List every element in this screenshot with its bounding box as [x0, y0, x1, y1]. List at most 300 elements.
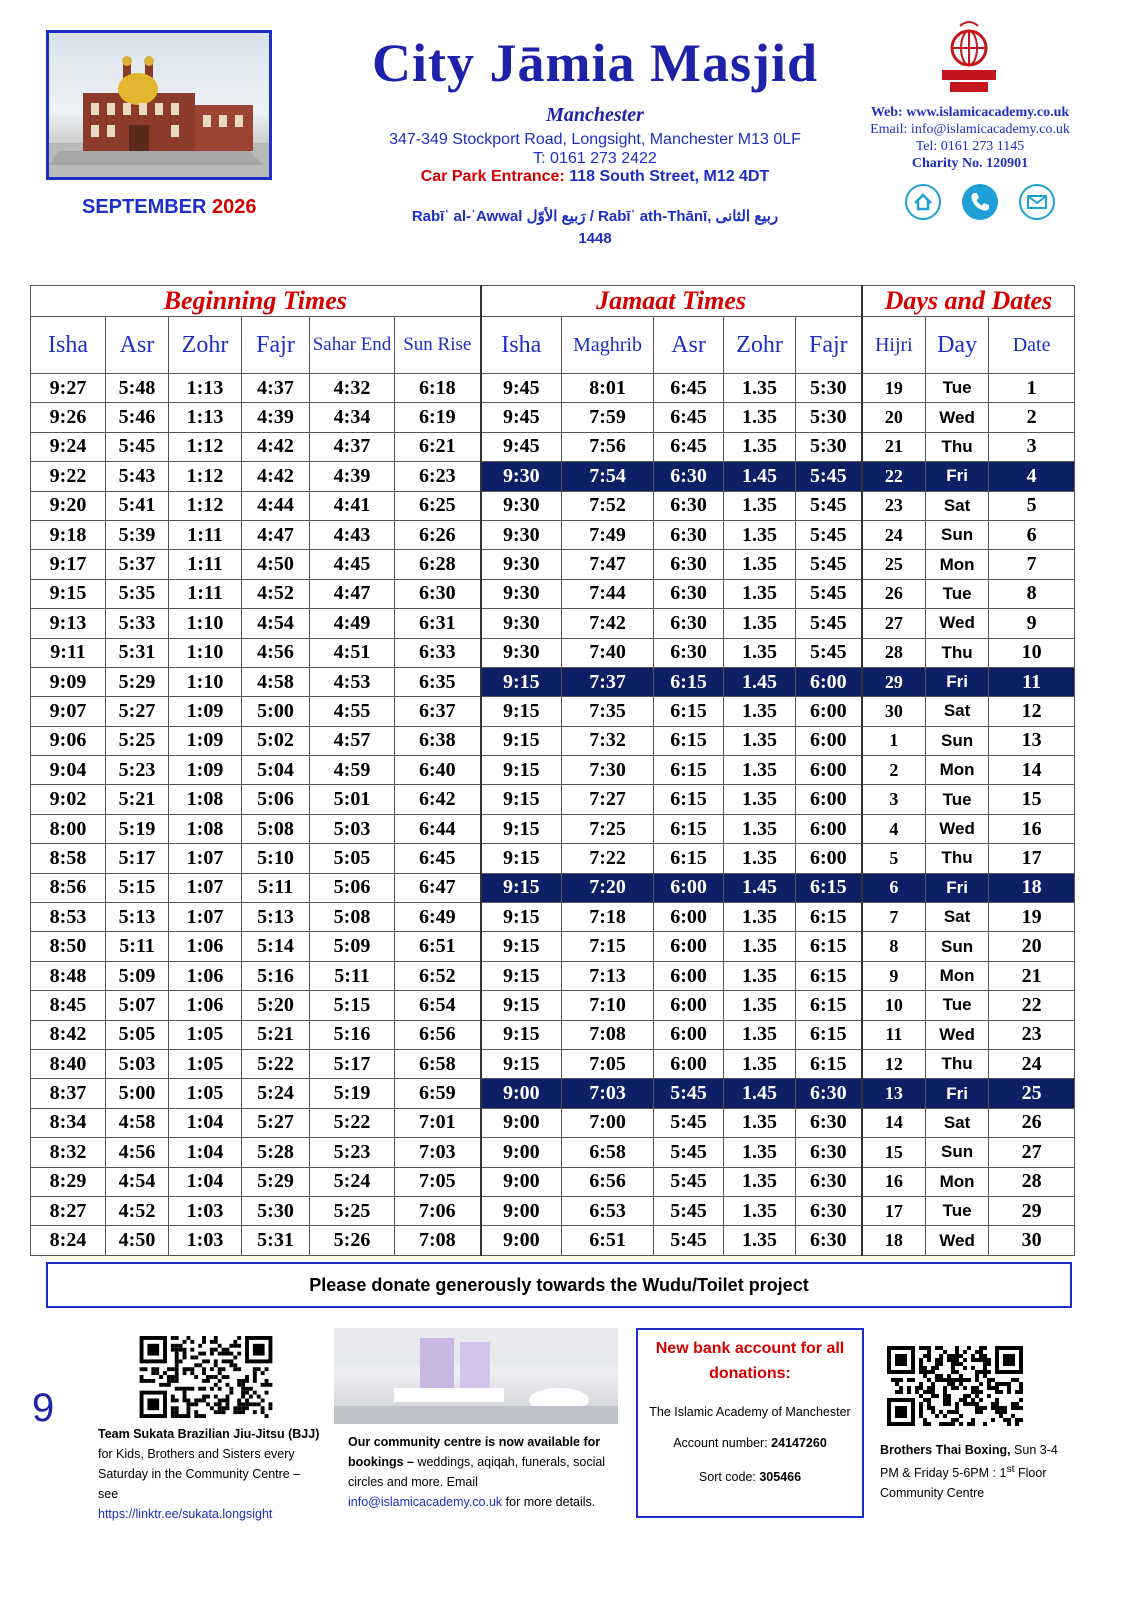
table-cell: 5:30	[796, 374, 862, 403]
table-cell: 4:52	[242, 579, 310, 608]
table-cell: 4:47	[310, 579, 395, 608]
table-cell: 5:13	[106, 903, 169, 932]
table-cell: Sat	[926, 697, 989, 726]
phone-line: T: 0161 273 2422	[533, 150, 657, 167]
table-cell: Thu	[926, 638, 989, 667]
charity-line: Charity No. 120901	[911, 156, 1029, 171]
col-header: Sun Rise	[395, 317, 481, 374]
bank-account-name: The Islamic Academy of Manchester	[649, 1405, 851, 1419]
table-row	[31, 1196, 1075, 1225]
col-header: Zohr	[169, 317, 242, 374]
bjj-title: Team Sukata Brazilian Jiu-Jitsu (BJJ)	[98, 1427, 320, 1441]
table-row	[31, 579, 1075, 608]
table-cell: 6:59	[395, 1079, 481, 1108]
table-cell: 1:05	[169, 1049, 242, 1078]
month-label: SEPTEMBER	[82, 196, 207, 218]
table-cell: 7:13	[562, 961, 654, 990]
table-cell: 1:03	[169, 1226, 242, 1255]
table-cell: 7:42	[562, 609, 654, 638]
table-cell: 6:15	[654, 785, 724, 814]
table-cell: 4:56	[242, 638, 310, 667]
col-header: Fajr	[242, 317, 310, 374]
web-line: Web: www.islamicacademy.co.uk	[870, 105, 1070, 120]
table-cell: 5:24	[310, 1167, 395, 1196]
table-cell: 7:03	[562, 1079, 654, 1108]
thai-title: Brothers Thai Boxing,	[880, 1443, 1011, 1457]
table-cell: 9:00	[481, 1196, 562, 1225]
table-cell: 7:20	[562, 873, 654, 902]
table-row	[31, 1049, 1075, 1078]
table-cell: 19	[989, 903, 1075, 932]
table-cell: 9:15	[481, 844, 562, 873]
table-cell: 5:10	[242, 844, 310, 873]
table-cell: 8:45	[31, 991, 106, 1020]
table-cell: 5:45	[796, 609, 862, 638]
table-cell: 5:08	[242, 814, 310, 843]
table-cell: 6:58	[562, 1138, 654, 1167]
table-cell: 1:07	[169, 873, 242, 902]
table-cell: 24	[989, 1049, 1075, 1078]
table-cell: 9:09	[31, 667, 106, 696]
table-cell: 9:45	[481, 374, 562, 403]
table-row	[31, 1108, 1075, 1137]
table-cell: 4:39	[242, 403, 310, 432]
table-cell: 9:15	[481, 667, 562, 696]
table-cell: 1.35	[724, 814, 796, 843]
table-cell: 14	[862, 1108, 926, 1137]
table-cell: Fri	[926, 1079, 989, 1108]
table-cell: 5:31	[106, 638, 169, 667]
table-cell: 5:45	[654, 1079, 724, 1108]
table-cell: 16	[862, 1167, 926, 1196]
table-cell: 6:30	[796, 1196, 862, 1225]
table-cell: Wed	[926, 1020, 989, 1049]
car-park-value: 118 South Street, M12 4DT	[569, 168, 770, 185]
table-cell: 4:34	[310, 403, 395, 432]
table-cell: 1:13	[169, 374, 242, 403]
table-cell: 9:11	[31, 638, 106, 667]
table-cell: Fri	[926, 873, 989, 902]
table-cell: 7:08	[562, 1020, 654, 1049]
table-cell: 6:30	[654, 638, 724, 667]
table-cell: 9:20	[31, 491, 106, 520]
table-cell: 7:35	[562, 697, 654, 726]
col-header: Isha	[31, 317, 106, 374]
hijri-months	[300, 206, 890, 250]
table-cell: 28	[862, 638, 926, 667]
table-cell: 6:51	[562, 1226, 654, 1255]
car-park-line	[300, 168, 890, 186]
table-cell: 8:50	[31, 932, 106, 961]
cc-email-link[interactable]: info@islamicacademy.co.uk	[348, 1495, 503, 1509]
table-cell: 1:08	[169, 814, 242, 843]
table-cell: 5:20	[242, 991, 310, 1020]
table-cell: Tue	[926, 374, 989, 403]
table-cell: 15	[862, 1138, 926, 1167]
table-cell: 5:30	[796, 432, 862, 461]
table-cell: 5:16	[242, 961, 310, 990]
table-cell: 5:05	[310, 844, 395, 873]
bank-sort-code	[638, 1470, 862, 1484]
thai-sup: st	[1006, 1464, 1015, 1475]
table-cell: 5:45	[654, 1167, 724, 1196]
table-cell: 1:12	[169, 462, 242, 491]
table-row	[31, 991, 1075, 1020]
table-cell: 7:15	[562, 932, 654, 961]
table-cell: Sun	[926, 1138, 989, 1167]
thai-suffix: Floor Community Centre	[880, 1466, 1047, 1501]
table-cell: 29	[862, 667, 926, 696]
table-cell: 9:15	[481, 785, 562, 814]
table-cell: 4:43	[310, 520, 395, 549]
table-cell: 1.35	[724, 991, 796, 1020]
table-cell: 5:06	[310, 873, 395, 902]
academy-logo	[936, 18, 1002, 98]
table-row	[31, 491, 1075, 520]
table-cell: 4:57	[310, 726, 395, 755]
table-cell: 9:45	[481, 403, 562, 432]
table-cell: 6:38	[395, 726, 481, 755]
table-cell: 9:30	[481, 550, 562, 579]
table-cell: 9:45	[481, 432, 562, 461]
table-cell: 1.35	[724, 1138, 796, 1167]
table-cell: 1.35	[724, 550, 796, 579]
col-header: Sahar End	[310, 317, 395, 374]
home-icon[interactable]	[905, 184, 941, 220]
table-cell: 6:30	[654, 550, 724, 579]
table-cell: 23	[989, 1020, 1075, 1049]
table-cell: 1.35	[724, 1167, 796, 1196]
bjj-qr-code[interactable]	[138, 1336, 274, 1418]
table-cell: Sun	[926, 932, 989, 961]
table-row	[31, 1167, 1075, 1196]
table-cell: 6:28	[395, 550, 481, 579]
table-cell: 5:17	[310, 1049, 395, 1078]
table-row	[31, 932, 1075, 961]
table-cell: 1.35	[724, 1108, 796, 1137]
table-cell: 1.35	[724, 432, 796, 461]
table-cell: 5:45	[654, 1226, 724, 1255]
table-cell: 9:30	[481, 579, 562, 608]
table-cell: 5:19	[106, 814, 169, 843]
table-cell: Thu	[926, 432, 989, 461]
table-cell: 8:32	[31, 1138, 106, 1167]
table-cell: 7:05	[395, 1167, 481, 1196]
table-cell: 5:22	[310, 1108, 395, 1137]
table-cell: 23	[862, 491, 926, 520]
table-cell: 1.35	[724, 785, 796, 814]
table-cell: 9:24	[31, 432, 106, 461]
table-cell: Tue	[926, 1196, 989, 1225]
table-cell: 6:00	[796, 697, 862, 726]
table-cell: 21	[862, 432, 926, 461]
table-cell: 1.35	[724, 756, 796, 785]
table-cell: 1:04	[169, 1138, 242, 1167]
table-cell: 4:50	[242, 550, 310, 579]
table-cell: 7:03	[395, 1138, 481, 1167]
table-cell: 6:15	[796, 961, 862, 990]
table-row	[31, 550, 1075, 579]
table-cell: 8:34	[31, 1108, 106, 1137]
table-cell: 4:58	[242, 667, 310, 696]
table-cell: 1:12	[169, 491, 242, 520]
email-line: Email: info@islamicacademy.co.uk	[870, 122, 1070, 137]
table-cell: 9:30	[481, 491, 562, 520]
table-cell: 6:15	[796, 991, 862, 1020]
hijri-month-names: Rabīʿ al-ʾAwwal رَبيع الأوّل / Rabīʿ ath-Thānī, ربيع الثانى	[411, 208, 779, 225]
table-cell: 5:23	[106, 756, 169, 785]
table-row	[31, 756, 1075, 785]
table-cell: 1:06	[169, 991, 242, 1020]
table-cell: 1:13	[169, 403, 242, 432]
table-cell: 5:02	[242, 726, 310, 755]
table-cell: 1.45	[724, 462, 796, 491]
table-row	[31, 844, 1075, 873]
table-cell: 1:10	[169, 609, 242, 638]
table-cell: 8	[989, 579, 1075, 608]
table-cell: 17	[989, 844, 1075, 873]
car-park-label: Car Park Entrance:	[420, 168, 565, 185]
masjid-photo	[46, 30, 272, 180]
table-cell: 1:04	[169, 1108, 242, 1137]
col-header: Hijri	[862, 317, 926, 374]
table-cell: 8:37	[31, 1079, 106, 1108]
table-cell: 1.35	[724, 844, 796, 873]
table-cell: 5:11	[242, 873, 310, 902]
table-cell: 4	[862, 814, 926, 843]
table-cell: 6:00	[796, 814, 862, 843]
table-row	[31, 374, 1075, 403]
table-cell: 1:10	[169, 667, 242, 696]
table-cell: 6:18	[395, 374, 481, 403]
table-cell: 5:16	[310, 1020, 395, 1049]
table-cell: 5:23	[310, 1138, 395, 1167]
table-cell: 9:17	[31, 550, 106, 579]
table-cell: 6:58	[395, 1049, 481, 1078]
email-icon[interactable]	[1019, 184, 1055, 220]
city-label: Manchester	[546, 104, 644, 126]
table-cell: 10	[989, 638, 1075, 667]
phone-icon[interactable]	[962, 184, 998, 220]
table-cell: 5:45	[106, 432, 169, 461]
table-cell: 7:59	[562, 403, 654, 432]
col-header: Day	[926, 317, 989, 374]
table-cell: 6:30	[796, 1079, 862, 1108]
table-cell: Wed	[926, 814, 989, 843]
table-cell: 30	[862, 697, 926, 726]
table-cell: 5:29	[242, 1167, 310, 1196]
col-header: Fajr	[796, 317, 862, 374]
table-row	[31, 462, 1075, 491]
table-cell: 6:15	[796, 903, 862, 932]
table-cell: 9:30	[481, 638, 562, 667]
table-cell: 5:01	[310, 785, 395, 814]
cc-text: weddings, aqiqah, funerals, social circles and more. Email	[348, 1455, 606, 1489]
table-cell: 7	[862, 903, 926, 932]
table-cell: 5:25	[106, 726, 169, 755]
table-cell: 5:15	[106, 873, 169, 902]
table-cell: 4:42	[242, 462, 310, 491]
timetable-body	[31, 374, 1075, 1256]
thai-boxing-qr-code[interactable]	[886, 1346, 1024, 1426]
contact-block	[850, 104, 1090, 172]
year-label: 2026	[212, 196, 257, 218]
table-cell: 4	[989, 462, 1075, 491]
masjid-title: City Jāmia Masjid	[372, 33, 818, 93]
table-cell: 5:05	[106, 1020, 169, 1049]
table-cell: 5:06	[242, 785, 310, 814]
hijri-year: 1448	[578, 230, 612, 247]
table-cell: 1:11	[169, 520, 242, 549]
table-cell: 9:15	[481, 756, 562, 785]
table-cell: 9:30	[481, 520, 562, 549]
table-cell: 9:00	[481, 1138, 562, 1167]
thai-boxing-notice	[880, 1440, 1070, 1503]
table-cell: 6:30	[796, 1108, 862, 1137]
table-cell: 7:37	[562, 667, 654, 696]
table-cell: 4:53	[310, 667, 395, 696]
table-cell: 6:00	[654, 1049, 724, 1078]
table-cell: 7:30	[562, 756, 654, 785]
table-cell: 7:10	[562, 991, 654, 1020]
table-cell: 6:44	[395, 814, 481, 843]
table-cell: 4:42	[242, 432, 310, 461]
bjj-link[interactable]: https://linktr.ee/sukata.longsight	[98, 1507, 273, 1521]
table-cell: 27	[989, 1138, 1075, 1167]
tel-line: Tel: 0161 273 1145	[915, 139, 1025, 154]
table-cell: 6	[989, 520, 1075, 549]
table-cell: Wed	[926, 609, 989, 638]
table-cell: 5:27	[242, 1108, 310, 1137]
table-row	[31, 726, 1075, 755]
table-cell: 6:37	[395, 697, 481, 726]
table-cell: Mon	[926, 1167, 989, 1196]
table-cell: 9:02	[31, 785, 106, 814]
table-cell: 6:00	[654, 873, 724, 902]
table-cell: 5:13	[242, 903, 310, 932]
table-cell: 6:45	[395, 844, 481, 873]
table-row	[31, 432, 1075, 461]
bank-account-number	[638, 1436, 862, 1450]
table-cell: 9:00	[481, 1079, 562, 1108]
table-cell: 18	[862, 1226, 926, 1255]
thai-text: Sun 3-4 PM & Friday 5-6PM : 1	[880, 1443, 1058, 1481]
table-cell: 6:30	[796, 1167, 862, 1196]
table-cell: 7:25	[562, 814, 654, 843]
table-cell: 5:15	[310, 991, 395, 1020]
table-cell: 7:40	[562, 638, 654, 667]
cc-suffix: for more details.	[502, 1495, 596, 1509]
table-cell: 8:58	[31, 844, 106, 873]
community-centre-photo	[334, 1328, 618, 1424]
table-cell: 1.35	[724, 638, 796, 667]
table-cell: 6:30	[654, 462, 724, 491]
table-cell: Thu	[926, 1049, 989, 1078]
page-number: 9	[32, 1386, 55, 1430]
table-cell: 2	[862, 756, 926, 785]
column-header-row	[31, 317, 1075, 374]
table-cell: 30	[989, 1226, 1075, 1255]
table-cell: 5	[989, 491, 1075, 520]
table-cell: Tue	[926, 785, 989, 814]
table-row	[31, 814, 1075, 843]
table-cell: 1:04	[169, 1167, 242, 1196]
table-cell: 6:00	[654, 932, 724, 961]
table-cell: 7:22	[562, 844, 654, 873]
table-cell: 1:09	[169, 697, 242, 726]
table-cell: 9:15	[31, 579, 106, 608]
table-cell: 6:30	[796, 1226, 862, 1255]
table-cell: 5:03	[106, 1049, 169, 1078]
table-cell: Wed	[926, 1226, 989, 1255]
table-row	[31, 697, 1075, 726]
table-cell: 27	[862, 609, 926, 638]
col-header: Date	[989, 317, 1075, 374]
table-cell: 6:47	[395, 873, 481, 902]
table-cell: 7:08	[395, 1226, 481, 1255]
table-cell: 9:15	[481, 903, 562, 932]
group-beginning-times: Beginning Times	[31, 286, 481, 317]
table-cell: 9:15	[481, 814, 562, 843]
table-cell: 8:24	[31, 1226, 106, 1255]
table-cell: 6:52	[395, 961, 481, 990]
table-cell: 9:18	[31, 520, 106, 549]
group-header-row	[31, 286, 1075, 317]
table-cell: 4:51	[310, 638, 395, 667]
table-cell: 1:07	[169, 844, 242, 873]
table-cell: 5:41	[106, 491, 169, 520]
col-header: Asr	[654, 317, 724, 374]
table-cell: 5:48	[106, 374, 169, 403]
table-cell: 1:11	[169, 579, 242, 608]
table-cell: 8:56	[31, 873, 106, 902]
account-number-value: 24147260	[771, 1436, 827, 1450]
table-cell: 6:25	[395, 491, 481, 520]
group-jamaat-times: Jamaat Times	[481, 286, 862, 317]
table-row	[31, 873, 1075, 902]
table-cell: 6:15	[654, 844, 724, 873]
table-cell: 1.45	[724, 1079, 796, 1108]
table-cell: 7:27	[562, 785, 654, 814]
table-cell: 6:49	[395, 903, 481, 932]
account-label: Account number:	[673, 1436, 772, 1450]
table-cell: 9:30	[481, 609, 562, 638]
col-header: Maghrib	[562, 317, 654, 374]
table-cell: 1:05	[169, 1079, 242, 1108]
table-cell: 5:07	[106, 991, 169, 1020]
table-row	[31, 1226, 1075, 1255]
table-row	[31, 961, 1075, 990]
table-cell: 1.35	[724, 961, 796, 990]
table-cell: 6:30	[654, 579, 724, 608]
table-cell: 6	[862, 873, 926, 902]
table-cell: 6:15	[796, 1020, 862, 1049]
table-cell: 9:15	[481, 1049, 562, 1078]
table-cell: 5:24	[242, 1079, 310, 1108]
table-cell: 6:15	[654, 756, 724, 785]
table-cell: 4:49	[310, 609, 395, 638]
table-cell: 3	[862, 785, 926, 814]
table-row	[31, 903, 1075, 932]
table-cell: 6:15	[796, 873, 862, 902]
table-cell: 5:45	[796, 550, 862, 579]
table-cell: 6:42	[395, 785, 481, 814]
table-cell: 11	[862, 1020, 926, 1049]
table-cell: 5:45	[796, 520, 862, 549]
bjj-notice	[98, 1424, 320, 1524]
table-cell: 15	[989, 785, 1075, 814]
table-cell: 9:15	[481, 697, 562, 726]
